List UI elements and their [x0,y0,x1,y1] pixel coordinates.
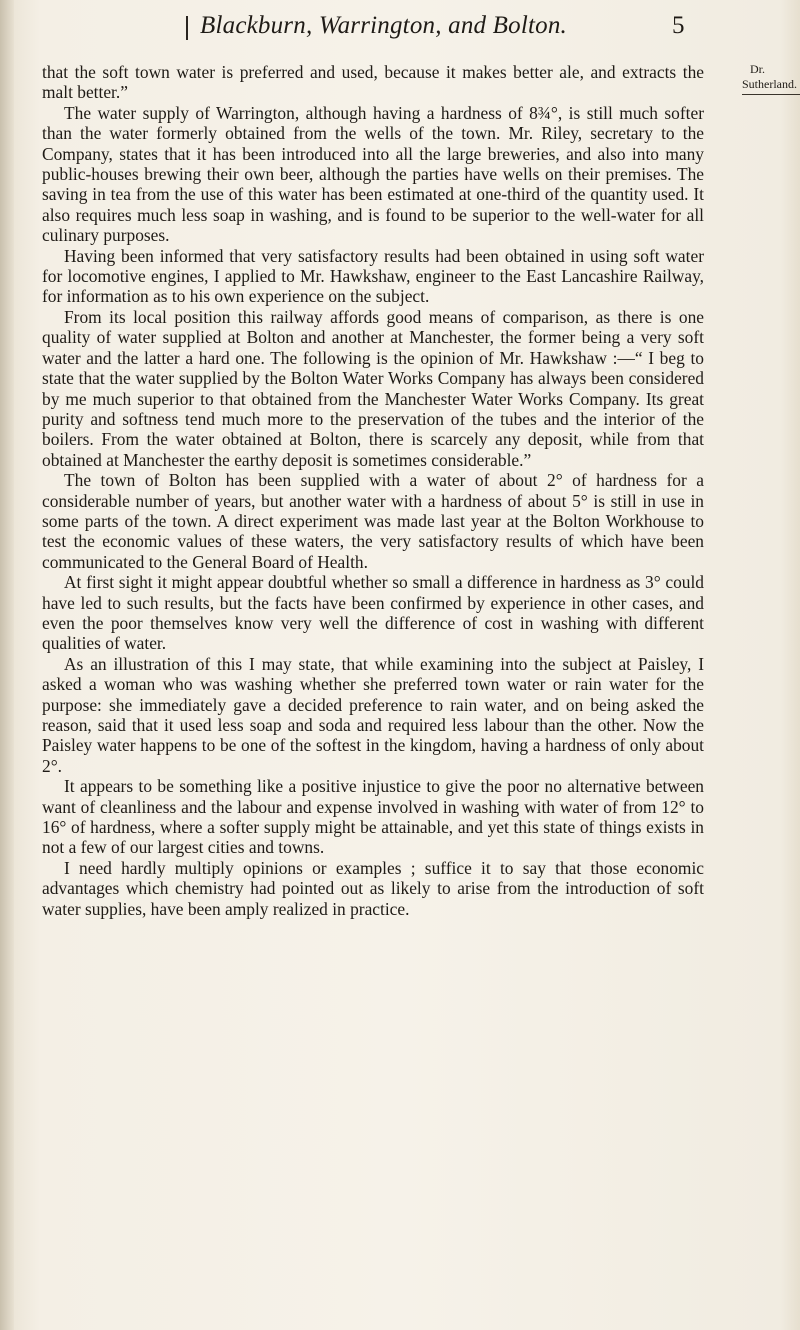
page-number: 5 [672,12,685,39]
paragraph: From its local position this railway affords good means of comparison, as there is one quality of water supplied at Bolton and another at Manchester, the former being a very soft water and the latter a hard one. The following is the opinion of Mr. Hawkshaw :—“ I beg to state that the water supplied by the Bolton Water Works Company has always been considered by me much superior to that obtained from the Manchester Water Works Company. Its great purity and softness tend much more to the preservation of the tubes and the interior of the boilers. From the water obtained at Bolton, there is scarcely any deposit, while from that obtained at Manchester the earthy deposit is sometimes considerable.” [42,306,704,470]
paragraph: It appears to be something like a positive injustice to give the poor no alternative between want of cleanliness and the labour and expense involved in washing with water of from 12° to 16° of hardness, where a softer supply might be attainable, and yet this state of things exists in not a few of our largest cities and towns. [42,776,704,858]
paragraph: As an illustration of this I may state, that while examining into the subject at Paisley, I asked a woman who was washing whether she preferred town water or rain water for the purpose: she immediately gave a decided preference to rain water, and on being asked the reason, said that it used less soap and soda and required less labour than the other. Now the Paisley water happens to be one of the softest in the kingdom, having a hardness of only about 2°. [42,653,704,776]
running-head: Blackburn, Warrington, and Bolton. [200,12,567,39]
body-text [42,62,704,919]
paragraph: that the soft town water is preferred and used, because it makes better ale, and extracts the malt better.” [42,62,704,103]
margin-note [742,62,800,95]
paragraph: The town of Bolton has been supplied with a water of about 2° of hardness for a considerable number of years, but another water with a hardness of about 5° is still in use in some parts of the town. A direct experiment was made last year at the Bolton Workhouse to test the economic values of these waters, the very satisfactory results of which have been communicated to the General Board of Health. [42,470,704,572]
page-spine-shadow [0,0,14,1330]
page-header [0,4,800,44]
paragraph: I need hardly multiply opinions or examples ; suffice it to say that those economic advantages which chemistry had pointed out as likely to arise from the introduction of soft water supplies, have been amply realized in practice. [42,857,704,919]
margin-note-line2: Sutherland. [742,77,800,95]
margin-note-line1: Dr. [750,62,765,76]
paragraph: Having been informed that very satisfactory results had been obtained in using soft water for locomotive engines, I applied to Mr. Hawkshaw, engineer to the East Lancashire Railway, for information as to his own experience on the subject. [42,245,704,307]
margin-rule-mark [186,16,188,40]
paragraph: The water supply of Warrington, although having a hardness of 8¾°, is still much softer than the water formerly obtained from the wells of the town. Mr. Riley, secretary to the Company, states that it has been introduced into all the large breweries, and also into many public-houses brewing their own beer, although the parties have wells on their premises. The saving in tea from the use of this water has been estimated at one-third of the quantity used. It also requires much less soap in washing, and is found to be superior to the well-water for all culinary purposes. [42,102,704,246]
paragraph: At first sight it might appear doubtful whether so small a difference in hardness as 3° could have led to such results, but the facts have been confirmed by experience in other cases, and even the poor themselves know very well the difference of cost in washing with different qualities of water. [42,572,704,654]
